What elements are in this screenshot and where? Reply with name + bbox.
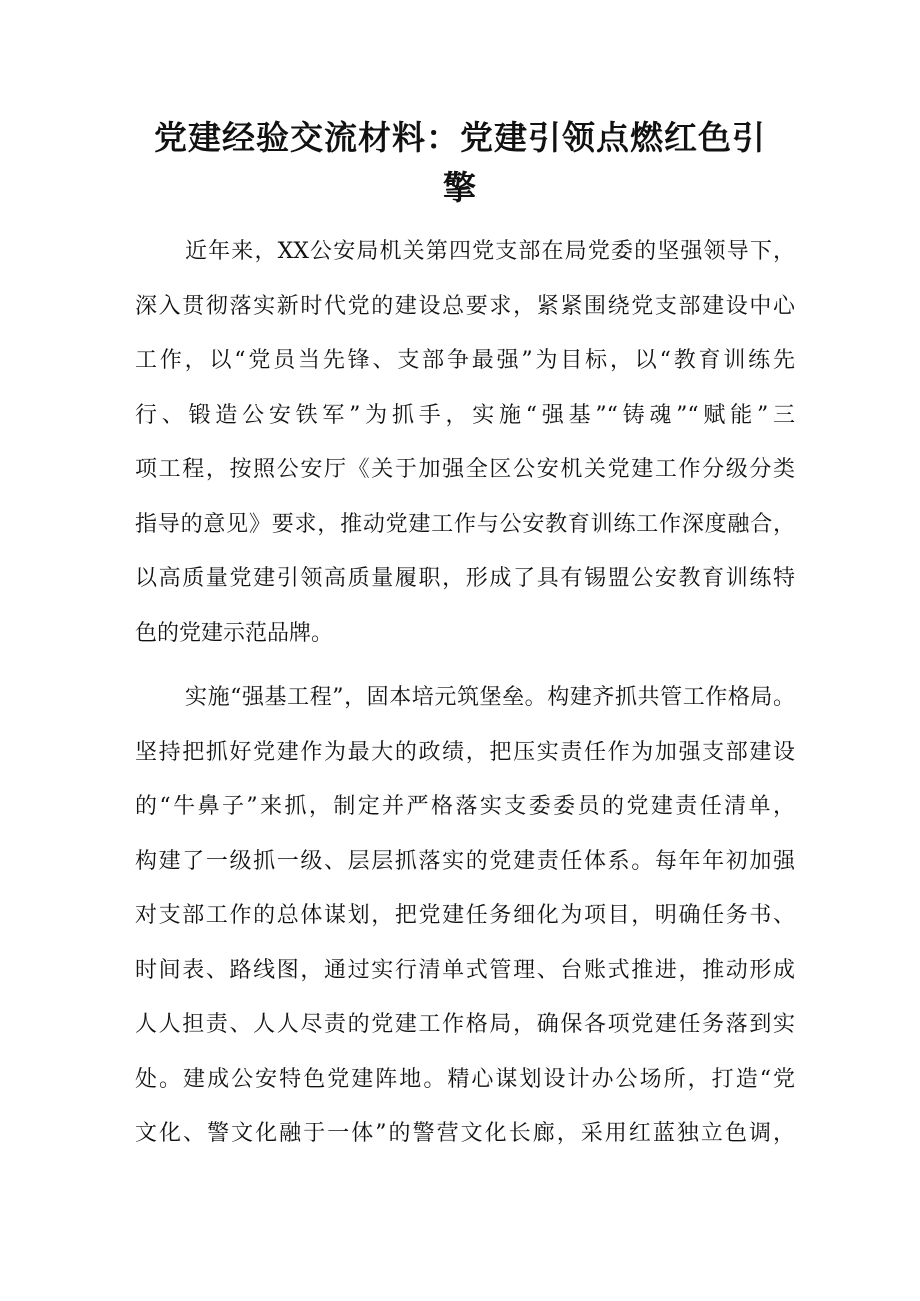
document-title-line-1: 党建经验交流材料：党建引领点燃红色引 [154,118,766,157]
paragraph-line: 近年来，XX公安局机关第四党支部在局党委的坚强领导下， [185,239,795,264]
paragraph-qiangji [135,671,795,1162]
paragraph-line: 构建了一级抓一级、层层抓落实的党建责任体系。每年年初加强 [135,848,795,874]
paragraph-line: 指导的意见》要求，推动党建工作与公安教育训练工作深度融合， [135,511,795,537]
paragraph-line: 行、锻造公安铁军”为抓手，实施“强基”“铸魂”“赋能”三 [135,402,795,428]
paragraph-line: 以高质量党建引领高质量履职，形成了具有锡盟公安教育训练特 [135,566,795,591]
paragraph-line: 色的党建示范品牌。 [135,620,334,646]
paragraph-line: 处。建成公安特色党建阵地。精心谋划设计办公场所，打造“党 [135,1066,795,1092]
paragraph-line: 文化、警文化融于一体”的警营文化长廊，采用红蓝独立色调， [135,1121,795,1146]
paragraph-line: 时间表、路线图，通过实行清单式管理、台账式推进，推动形成 [135,957,795,983]
paragraph-line: 工作，以“党员当先锋、支部争最强”为目标，以“教育训练先 [135,348,795,373]
paragraph-line: 对支部工作的总体谋划，把党建任务细化为项目，明确任务书、 [135,903,795,928]
paragraph-line: 实施“强基工程”，固本培元筑堡垒。构建齐抓共管工作格局。 [185,685,795,710]
paragraph-line: 深入贯彻落实新时代党的建设总要求，紧紧围绕党支部建设中心 [135,293,795,319]
paragraph-line: 人人担责、人人尽责的党建工作格局，确保各项党建任务落到实 [135,1012,795,1037]
document-title-line-2: 擎 [443,168,477,207]
paragraph-line: 项工程，按照公安厅《关于加强全区公安机关党建工作分级分类 [135,457,795,482]
paragraph-line: 的“牛鼻子”来抓，制定并严格落实支委委员的党建责任清单， [135,794,795,819]
paragraph-line: 坚持把抓好党建作为最大的政绩，把压实责任作为加强支部建设 [135,739,795,765]
paragraph-intro [135,225,795,661]
